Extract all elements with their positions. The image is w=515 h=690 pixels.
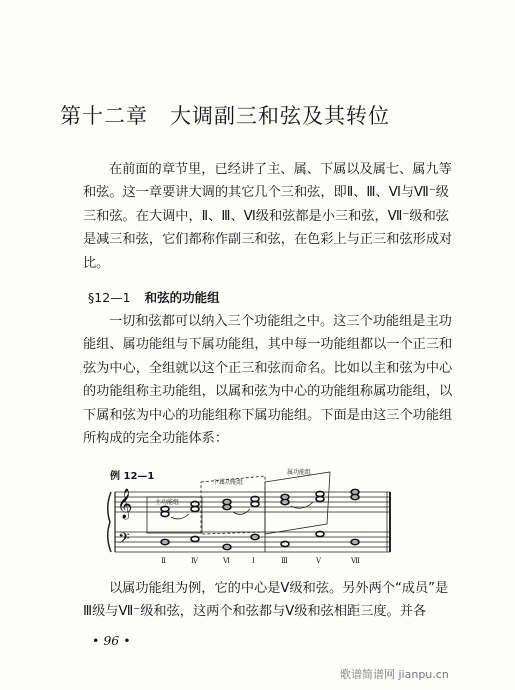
bass-clef-icon: 𝄢: [118, 530, 130, 551]
example-label: 例 12—1: [110, 471, 155, 482]
page-number: • 96 •: [92, 633, 131, 648]
tonic-group-label: 主功能组: [155, 499, 180, 506]
intro-paragraph: 在前面的章节里，已经讲了主、属、下属以及属七、属九等和弦。这一章要讲大调的其它几个三和弦，即Ⅱ、Ⅲ、Ⅵ与Ⅶ⁻级三和弦。在大调中，Ⅱ、Ⅲ、Ⅵ级和弦都是小三和弦，Ⅶ⁻级和弦是减三和弦，它们都称作副三和弦，在色彩上与正三和弦形成对比。: [83, 162, 453, 271]
chapter-number: 第十二章: [60, 104, 148, 128]
dominant-group-paragraph: 以属功能组为例，它的中心是Ⅴ级和弦。另外两个“成员”是Ⅲ级与Ⅶ⁻级和弦，这两个和弦都与Ⅴ级和弦相距三度。并各: [83, 581, 449, 620]
site-watermark: 歌谱简谱网 jianpu.cn: [340, 668, 449, 681]
roman-numeral: Ⅶ: [351, 557, 361, 565]
section-number: §12—1: [88, 290, 131, 305]
roman-numeral: Ⅲ: [281, 557, 288, 565]
dominant-group-box: [265, 472, 330, 534]
function-group-paragraph: 一切和弦都可以纳入三个功能组之中。这三个功能组是主功能组、属功能组与下属功能组，其中每一功能组都以一个正三和弦为中心，全组就以这个正三和弦而命名。比如以主和弦为中心的功能组称主功能组，以属和弦为中心的功能组称属功能组，以下属和弦为中心的功能组称下属功能组。下面是由这三个功能组所构成的完全功能体系：: [83, 314, 453, 447]
treble-clef-icon: 𝄞: [117, 489, 133, 519]
roman-numeral: Ⅴ: [316, 557, 322, 565]
section-heading: [88, 288, 220, 306]
dominant-group-label: 属功能组: [287, 469, 312, 476]
roman-numeral: Ⅰ: [252, 557, 255, 565]
roman-numeral: Ⅱ: [161, 557, 166, 565]
section-title: 和弦的功能组: [144, 290, 220, 305]
roman-numeral: Ⅳ: [191, 557, 198, 565]
subdominant-group-label: 下属功能组: [213, 479, 244, 486]
chapter-title: [60, 100, 460, 130]
roman-numeral: Ⅵ: [223, 557, 231, 565]
music-example-staff: [105, 462, 395, 567]
chapter-name: 大调副三和弦及其转位: [170, 104, 390, 128]
